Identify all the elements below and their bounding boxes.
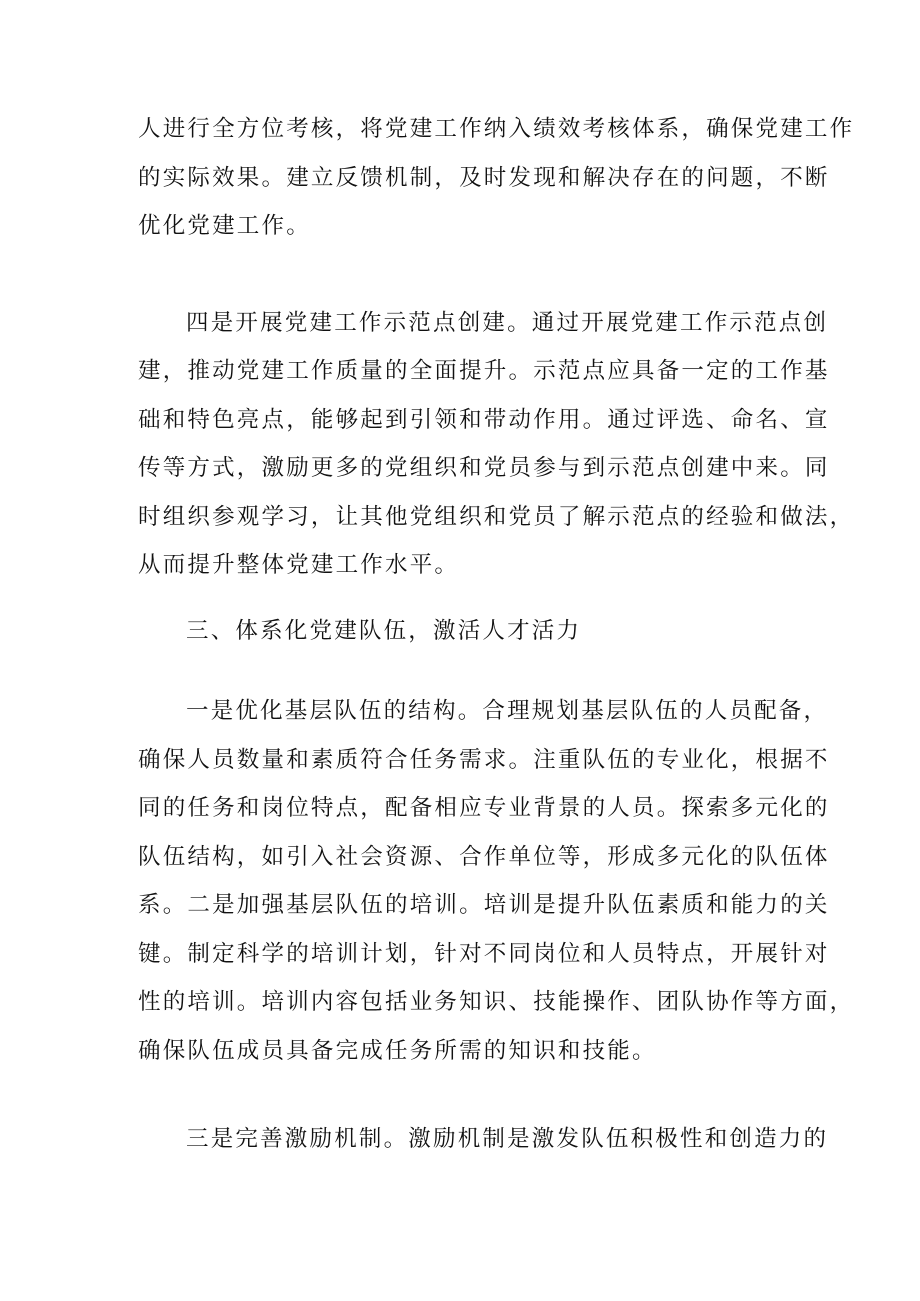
text-line: 确保队伍成员具备完成任务所需的知识和技能。 — [138, 1038, 657, 1064]
paragraph-start-line: 三是完善激励机制。激励机制是激发队伍积极性和创造力的 — [186, 1126, 829, 1152]
text-line: 键。制定科学的培训计划，针对不同岗位和人员特点，开展针对 — [138, 941, 830, 967]
text-line: 础和特色亮点，能够起到引领和带动作用。通过评选、命名、宣 — [138, 407, 830, 433]
text-line: 队伍结构，如引入社会资源、合作单位等，形成多元化的队伍体 — [138, 844, 830, 870]
text-line: 系。二是加强基层队伍的培训。培训是提升队伍素质和能力的关 — [138, 892, 830, 918]
text-line: 性的培训。培训内容包括业务知识、技能操作、团队协作等方面， — [138, 989, 855, 1015]
text-line: 建，推动党建工作质量的全面提升。示范点应具备一定的工作基 — [138, 358, 830, 384]
paragraph-start-line: 四是开展党建工作示范点创建。通过开展党建工作示范点创 — [186, 310, 829, 336]
text-line: 同的任务和岗位特点，配备相应专业背景的人员。探索多元化的 — [138, 795, 830, 821]
paragraph-start-line: 一是优化基层队伍的结构。合理规划基层队伍的人员配备， — [186, 698, 829, 724]
text-line: 从而提升整体党建工作水平。 — [138, 552, 460, 578]
text-line: 的实际效果。建立反馈机制，及时发现和解决存在的问题，不断 — [138, 165, 830, 191]
text-line: 确保人员数量和素质符合任务需求。注重队伍的专业化，根据不 — [138, 747, 830, 773]
text-line: 时组织参观学习，让其他党组织和党员了解示范点的经验和做法， — [138, 504, 855, 530]
text-line: 传等方式，激励更多的党组织和党员参与到示范点创建中来。同 — [138, 455, 830, 481]
section-heading: 三、体系化党建队伍，激活人才活力 — [186, 618, 582, 644]
text-line: 优化党建工作。 — [138, 213, 311, 239]
text-line: 人进行全方位考核，将党建工作纳入绩效考核体系，确保党建工作 — [138, 116, 855, 142]
